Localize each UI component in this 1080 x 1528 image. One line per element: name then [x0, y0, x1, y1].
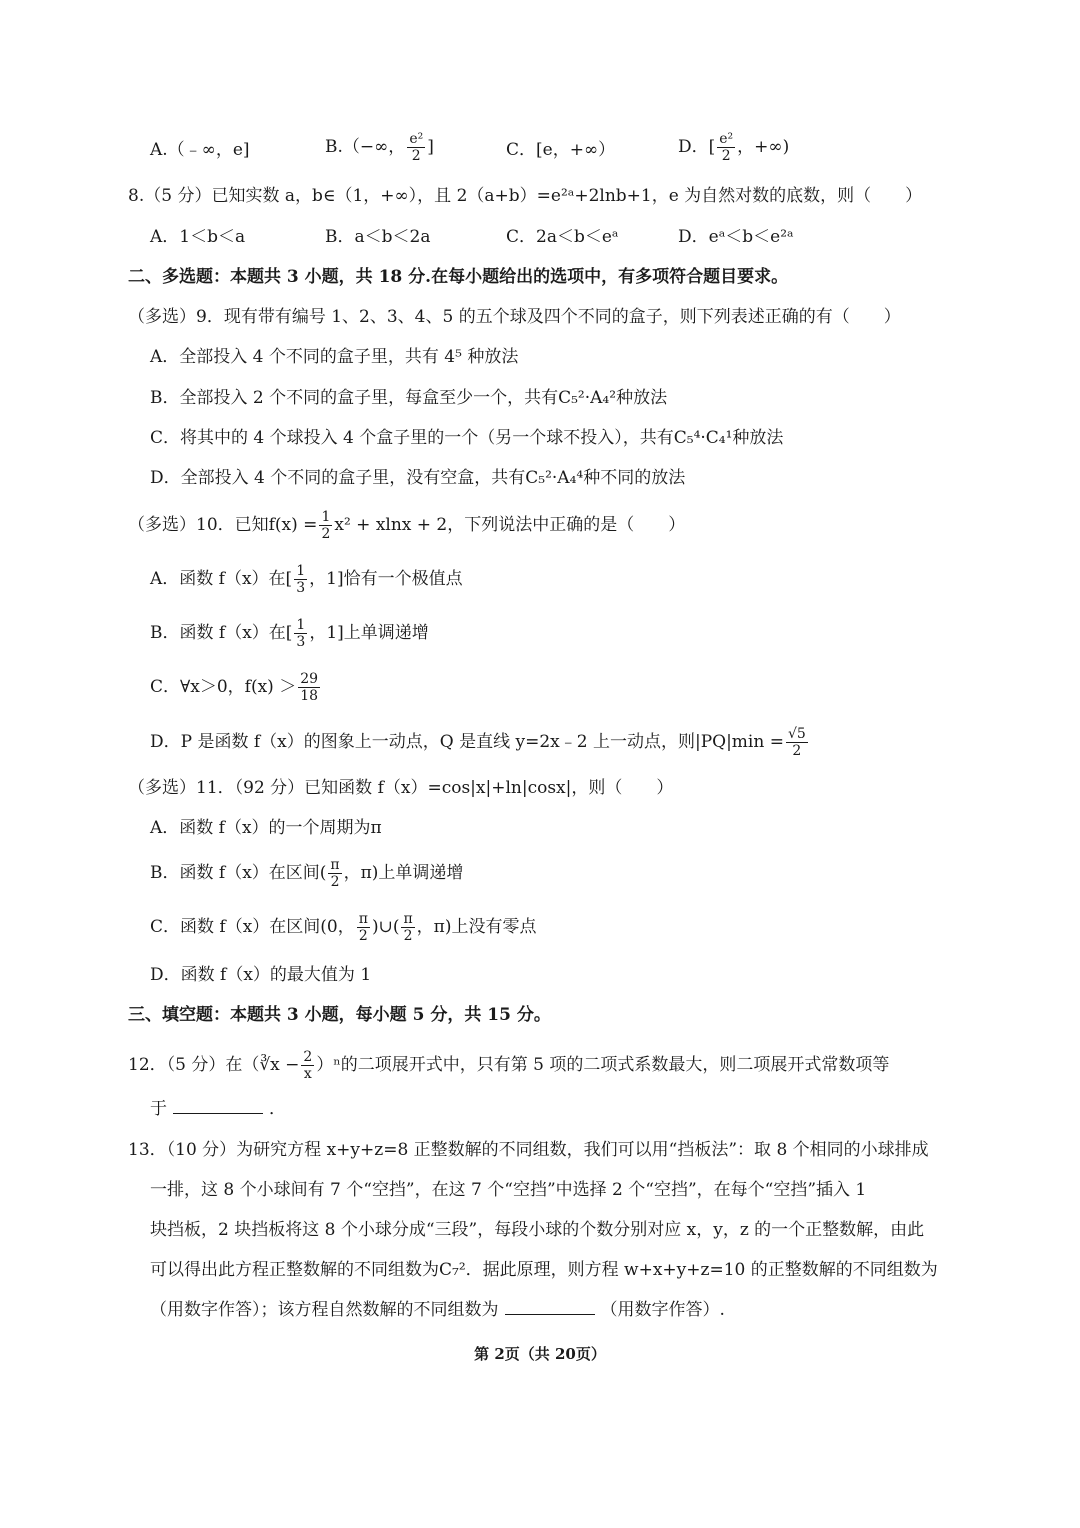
q10-option-d-denominator: 2 [792, 743, 802, 759]
q9-option-a: A．全部投入 4 个不同的盒子里，共有 4⁵ 种放法 [150, 347, 519, 367]
q12-numerator: 2 [303, 1049, 313, 1065]
q10-option-d-pre: D．P 是函数 f（x）的图象上一动点，Q 是直线 y=2x﹣2 上一动点，则|PQ|min = [150, 732, 784, 752]
q11-option-b-pre: B．函数 f（x）在区间( [150, 863, 327, 883]
q10-stem-denominator: 2 [321, 526, 331, 542]
q12-line2-text: 于 [150, 1099, 167, 1119]
q11-option-b [150, 858, 463, 889]
q8-option-b: B．a＜b＜2a [325, 227, 431, 247]
q7-option-b-post: ] [427, 137, 434, 157]
q10-stem-numerator: 1 [321, 509, 331, 525]
q11-option-b-denominator: 2 [330, 874, 340, 890]
q10-option-b [150, 618, 429, 649]
q7-option-a: A.（﹣∞，e] [150, 140, 250, 160]
q13-line5-pre: （用数字作答）；该方程自然数解的不同组数为 [150, 1300, 499, 1320]
q11-option-a: A．函数 f（x）的一个周期为π [150, 818, 382, 838]
q11-option-d: D．函数 f（x）的最大值为 1 [150, 965, 372, 985]
q13-line2: 一排，这 8 个小球间有 7 个“空挡”，在这 7 个“空挡”中选择 2 个“空挡”，在每个“空挡”插入 1 [150, 1180, 867, 1200]
q13-answer-blank[interactable] [505, 1298, 595, 1315]
q11-option-c-pre: C．函数 f（x）在区间(0， [150, 917, 355, 937]
q10-option-a-numerator: 1 [296, 563, 306, 579]
q7-option-b-denominator: 2 [411, 148, 421, 164]
q11-option-c-denominator-1: 2 [358, 928, 368, 944]
q11-option-c-fraction-2 [401, 912, 414, 943]
q8-option-c: C．2a＜b＜eᵃ [506, 227, 619, 247]
q9-option-b: B．全部投入 2 个不同的盒子里，每盒至少一个，共有C₅²·A₄²种放法 [150, 388, 668, 408]
q10-stem-pre: （多选）10．已知f(x) = [128, 515, 318, 535]
q11-option-c [150, 912, 536, 943]
q12-denominator: x [303, 1066, 312, 1082]
q7-option-d-denominator: 2 [721, 148, 731, 164]
q10-option-b-pre: B．函数 f（x）在[ [150, 623, 293, 643]
q11-option-c-denominator-2: 2 [403, 928, 413, 944]
q7-option-d-numerator: e² [719, 131, 734, 147]
q10-option-a-post: ，1]恰有一个极值点 [309, 569, 463, 589]
q10-stem-post: x² + xlnx + 2，下列说法中正确的是（ ） [334, 515, 686, 535]
q8-stem: 8.（5 分）已知实数 a，b∈（1，+∞），且 2（a+b）=e²ᵃ+2lnb+1，e 为自然对数的底数，则（ ） [128, 186, 923, 206]
q11-option-c-fraction-1 [357, 912, 370, 943]
q13-line3: 块挡板，2 块挡板将这 8 个小球分成“三段”，每段小球的个数分别对应 x，y，z 的一个正整数解，由此 [150, 1220, 925, 1240]
q11-option-b-post: ，π)上单调递增 [343, 863, 464, 883]
q10-option-b-denominator: 3 [296, 634, 306, 650]
q13-line4: 可以得出此方程正整数解的不同组数为C₇²．据此原理，则方程 w+x+y+z=10 的正整数解的不同组数为 [150, 1260, 938, 1280]
q13-line5 [150, 1298, 725, 1322]
q10-option-a-denominator: 3 [296, 580, 306, 596]
section2-title: 二、多选题：本题共 3 小题，共 18 分.在每小题给出的选项中，有多项符合题目要求。 [128, 267, 789, 287]
q7-option-d [678, 132, 789, 163]
q10-option-b-fraction [294, 618, 307, 649]
q11-option-b-fraction [328, 858, 341, 889]
q9-option-c: C．将其中的 4 个球投入 4 个盒子里的一个（另一个球不投入），共有C₅⁴·C₄¹种放法 [150, 428, 784, 448]
q7-option-d-post: ，+∞) [737, 137, 790, 157]
q10-option-c-pre: C．∀x＞0，f(x) ＞ [150, 677, 297, 697]
q8-option-d: D．eᵃ＜b＜e²ᵃ [678, 227, 794, 247]
q10-option-a-fraction [294, 564, 307, 595]
q10-option-c-numerator: 29 [300, 671, 319, 687]
q7-option-b-numerator: e² [409, 131, 424, 147]
q12-line1 [128, 1050, 889, 1081]
q12-fraction [301, 1050, 314, 1081]
q10-option-c-denominator: 18 [300, 688, 319, 704]
q12-line2-end: ． [269, 1099, 286, 1119]
q7-option-b-fraction [407, 132, 425, 163]
q10-option-a-pre: A．函数 f（x）在[ [150, 569, 293, 589]
q13-line5-post: （用数字作答）. [600, 1300, 725, 1320]
q11-stem: （多选）11．（92 分）已知函数 f（x）=cos|x|+ln|cosx|，则（ ） [128, 778, 674, 798]
q12-line1-pre: 12．（5 分）在（∛x − [128, 1055, 300, 1075]
q10-stem-fraction [319, 510, 332, 541]
q10-stem [128, 510, 685, 541]
q11-option-c-numerator-1: π [358, 911, 368, 927]
q7-option-d-fraction [717, 132, 735, 163]
q10-option-c [150, 672, 322, 703]
q9-stem: （多选）9．现有带有编号 1、2、3、4、5 的五个球及四个不同的盒子，则下列表述正确的有（ ） [128, 307, 901, 327]
q12-line2 [150, 1097, 286, 1121]
page-footer: 第 2页（共 20页） [474, 1345, 606, 1363]
section3-title: 三、填空题：本题共 3 小题，每小题 5 分，共 15 分。 [128, 1005, 551, 1025]
q7-option-c: C．[e，+∞） [506, 140, 616, 160]
q11-option-c-mid: )∪( [371, 917, 400, 937]
q10-option-d-numerator: √5 [787, 726, 806, 742]
q12-line1-post: ）ⁿ的二项展开式中，只有第 5 项的二项式系数最大，则二项展开式常数项等 [316, 1055, 890, 1075]
q10-option-b-numerator: 1 [296, 617, 306, 633]
q10-option-d [150, 727, 810, 758]
q11-option-c-post: ，π)上没有零点 [416, 917, 537, 937]
q7-option-b [325, 132, 434, 163]
q10-option-b-post: ，1]上单调递增 [309, 623, 429, 643]
q10-option-a [150, 564, 463, 595]
q13-line1: 13．（10 分）为研究方程 x+y+z=8 正整数解的不同组数，我们可以用“挡板法”：取 8 个相同的小球排成 [128, 1140, 929, 1160]
q12-answer-blank[interactable] [173, 1097, 263, 1114]
q7-option-b-pre: B.（−∞， [325, 137, 406, 157]
q9-option-d: D．全部投入 4 个不同的盒子里，没有空盒，共有C₅²·A₄⁴种不同的放法 [150, 468, 686, 488]
q7-option-d-pre: D．[ [678, 137, 716, 157]
q11-option-b-numerator: π [330, 857, 340, 873]
q11-option-c-numerator-2: π [403, 911, 413, 927]
q10-option-c-fraction [298, 672, 320, 703]
q10-option-d-fraction [786, 727, 808, 758]
q8-option-a: A．1＜b＜a [150, 227, 246, 247]
